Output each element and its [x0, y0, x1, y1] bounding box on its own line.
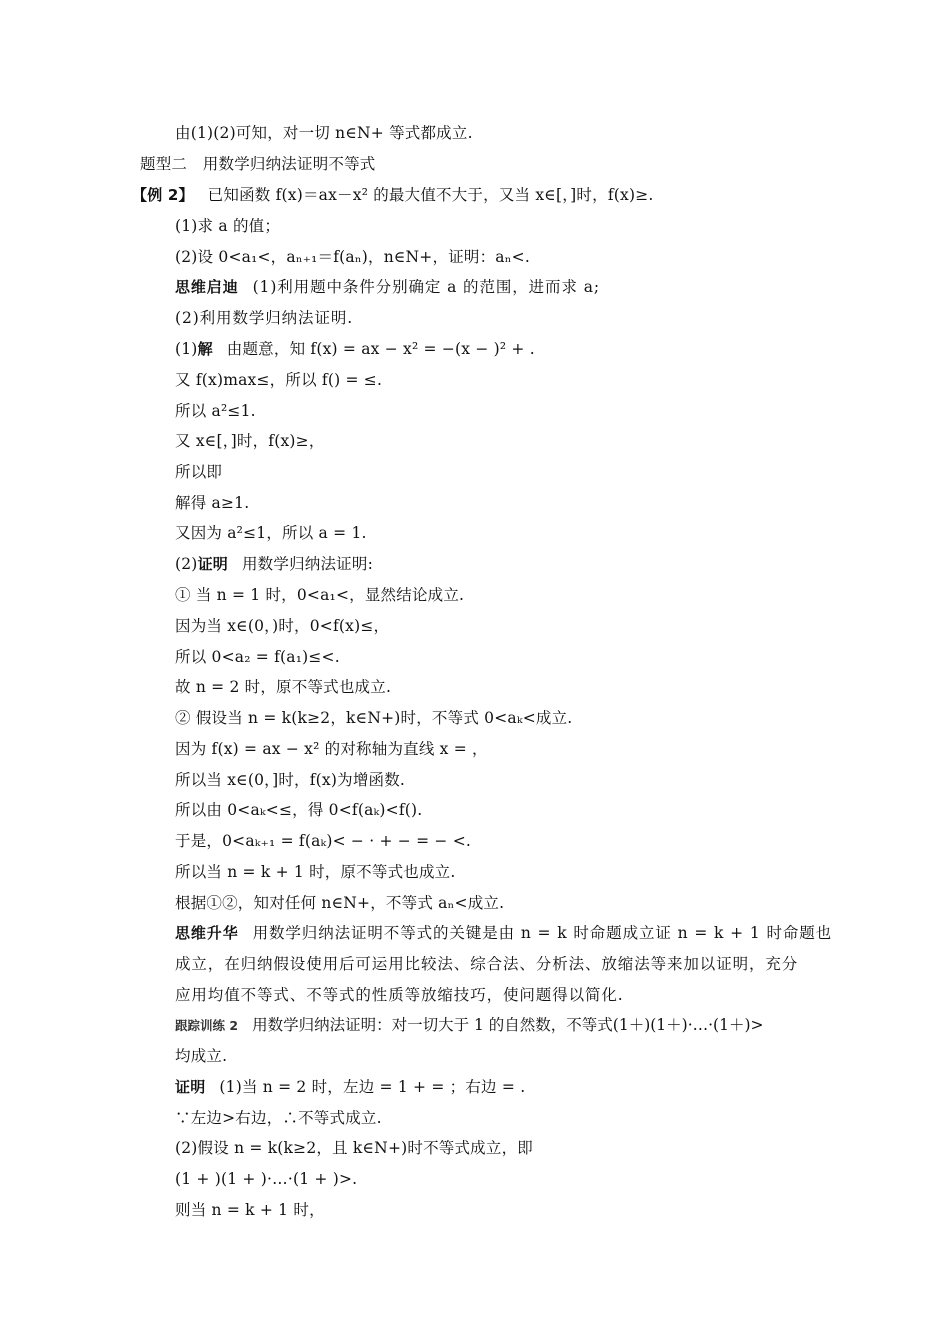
practice-proof-label: 证明	[175, 1078, 206, 1096]
text-line: (2)利用数学归纳法证明.	[175, 309, 354, 327]
thinking-summary: 思维升华 用数学归纳法证明不等式的关键是由 n = k 时命题成立证 n = k + 1 时命题也	[175, 924, 833, 942]
example-label: 【例 2】	[132, 186, 194, 204]
thinking-summary-label: 思维升华	[175, 924, 239, 942]
text-line: 于是，0<aₖ₊₁ = f(aₖ)< − · + − = − <.	[175, 832, 472, 850]
text-line: 又因为 a²≤1，所以 a = 1.	[175, 524, 367, 542]
text-line: 根据①②，知对任何 n∈N+，不等式 aₙ<成立.	[175, 894, 505, 912]
text-line: ② 假设当 n = k(k≥2，k∈N+)时，不等式 0<aₖ<成立.	[175, 709, 573, 727]
proof-label: 证明	[197, 555, 228, 573]
question-part-1: (1)求 a 的值；	[175, 217, 281, 235]
text-line: 所以当 n = k + 1 时，原不等式也成立.	[175, 863, 456, 881]
text-line: 则当 n = k + 1 时，	[175, 1201, 325, 1219]
solution-start: (1)解 由题意，知 f(x) = ax − x² = −(x − )² + .	[175, 340, 535, 358]
text-line: 因为 f(x) = ax − x² 的对称轴为直线 x = ，	[175, 740, 488, 758]
text-line: 所以 a²≤1.	[175, 402, 256, 420]
text-line: 所以即	[175, 463, 223, 481]
text-line-conclusion: 由(1)(2)可知，对一切 n∈N+ 等式都成立.	[175, 124, 473, 142]
thinking-hint: 思维启迪 (1)利用题中条件分别确定 a 的范围，进而求 a;	[175, 278, 600, 296]
practice-label: 跟踪训练 2	[175, 1018, 239, 1033]
solution-label: 解	[197, 340, 213, 358]
question-part-2: (2)设 0<a₁<，aₙ₊₁＝f(aₙ)，n∈N+，证明：aₙ<.	[175, 248, 530, 266]
section-heading: 题型二 用数学归纳法证明不等式	[140, 155, 376, 173]
text-line: 又 x∈[，]时，f(x)≥，	[175, 432, 325, 450]
example-statement: 【例 2】 已知函数 f(x)＝ax－x² 的最大值不大于，又当 x∈[，]时，f(x)≥.	[132, 186, 654, 204]
text-line: 所以 0<a₂ = f(a₁)≤<.	[175, 648, 340, 666]
text-line: (2)假设 n = k(k≥2，且 k∈N+)时不等式成立，即	[175, 1139, 533, 1157]
practice-statement: 跟踪训练 2 用数学归纳法证明：对一切大于 1 的自然数，不等式(1＋)(1＋)·…·(1＋)>	[175, 1016, 764, 1034]
text-line: 应用均值不等式、不等式的性质等放缩技巧，使问题得以简化.	[175, 986, 624, 1004]
text-line: ① 当 n = 1 时，0<a₁<，显然结论成立.	[175, 586, 465, 604]
text-line: ∵左边>右边，∴不等式成立.	[175, 1109, 382, 1127]
practice-proof: 证明 (1)当 n = 2 时，左边 = 1 + = ；右边 = .	[175, 1078, 526, 1096]
text-line: 故 n = 2 时，原不等式也成立.	[175, 678, 392, 696]
text-line: (1 + )(1 + )·…·(1 + )>.	[175, 1170, 358, 1188]
text-line: 因为当 x∈(0，)时，0<f(x)≤，	[175, 617, 390, 635]
text-line: 所以当 x∈(0，]时，f(x)为增函数.	[175, 771, 406, 789]
thinking-hint-label: 思维启迪	[175, 278, 239, 296]
text-line: 所以由 0<aₖ<≤，得 0<f(aₖ)<f().	[175, 801, 423, 819]
text-line: 又 f(x)max≤，所以 f() = ≤.	[175, 371, 383, 389]
proof-start: (2)证明 用数学归纳法证明:	[175, 555, 373, 573]
text-line: 均成立.	[175, 1047, 228, 1065]
text-line: 解得 a≥1.	[175, 494, 250, 512]
text-line: 成立，在归纳假设使用后可运用比较法、综合法、分析法、放缩法等来加以证明，充分	[175, 955, 799, 973]
